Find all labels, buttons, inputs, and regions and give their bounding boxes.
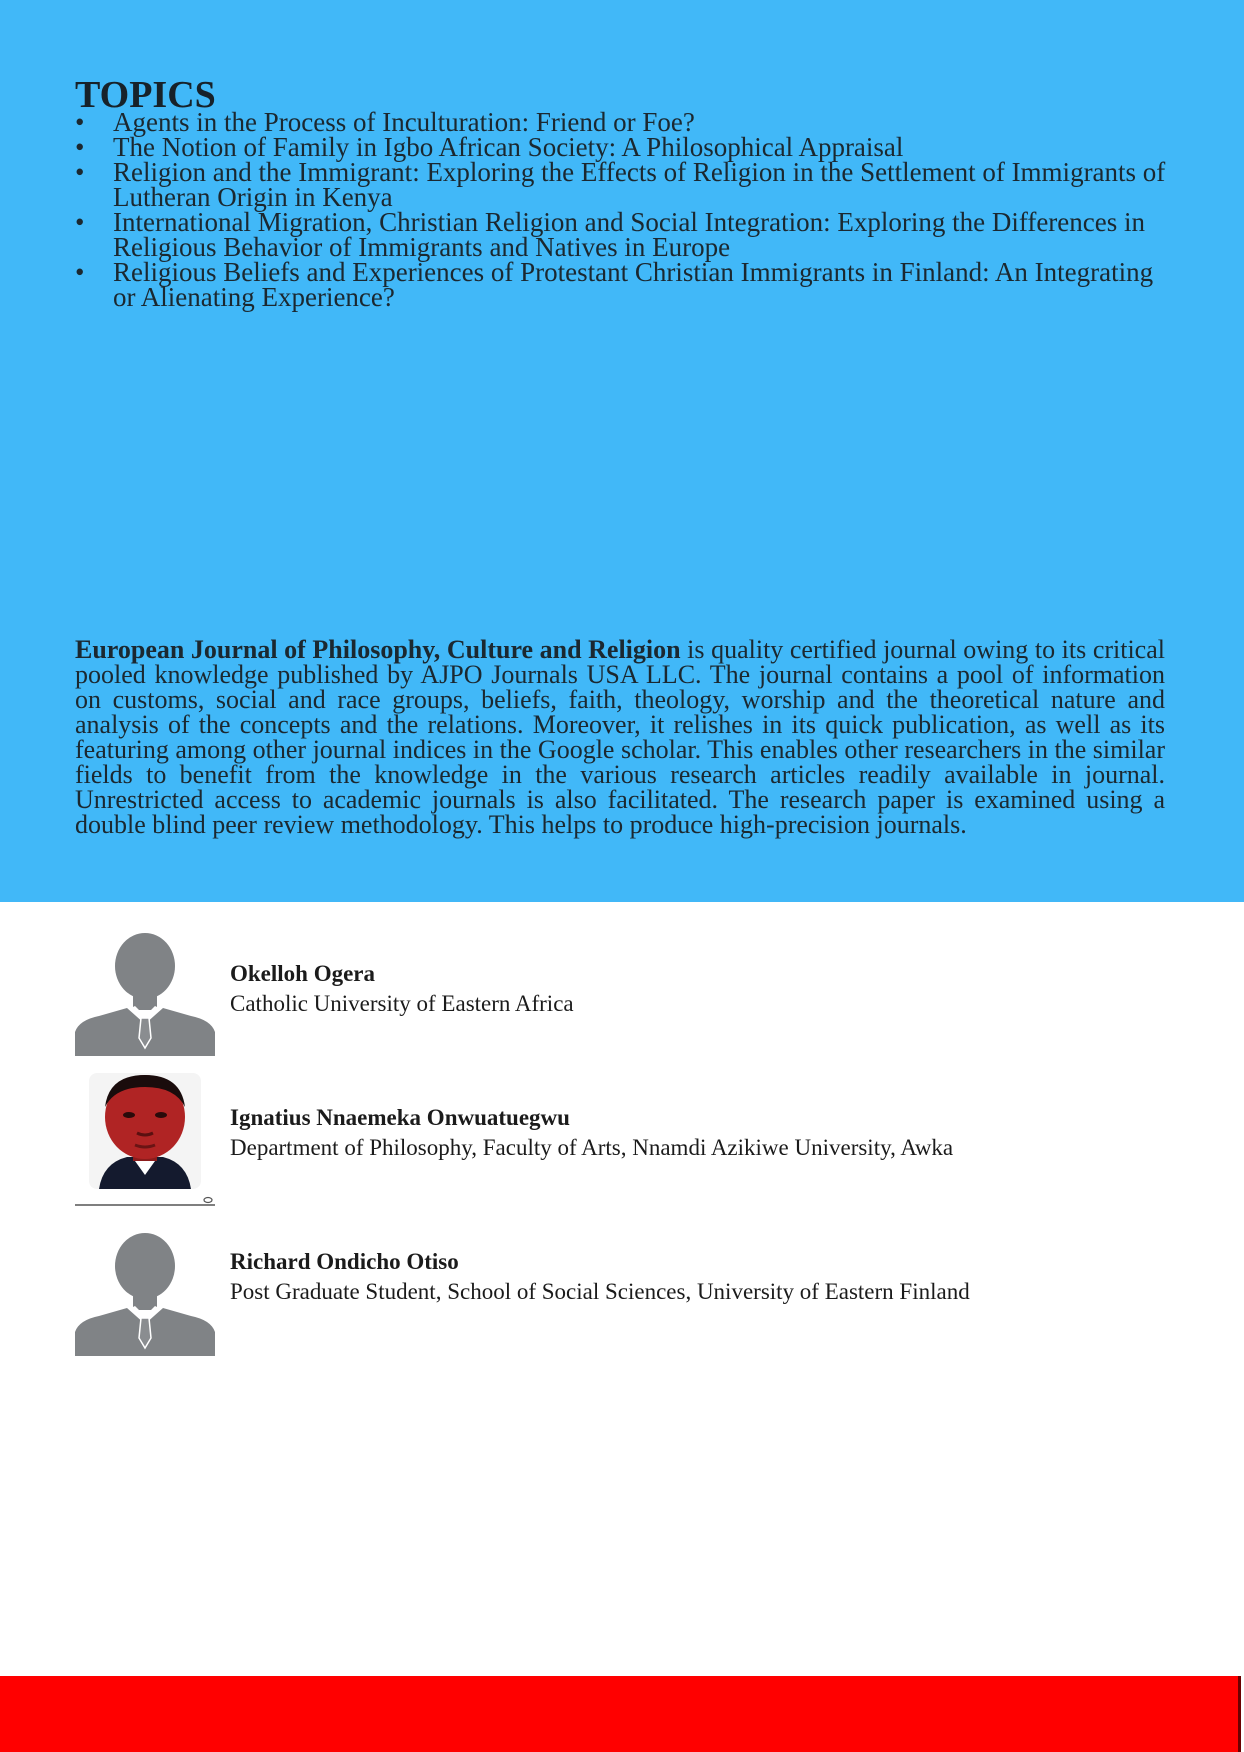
footer-band-edge — [1238, 1676, 1241, 1752]
topic-item: • International Migration, Christian Religion and Social Integration: Exploring the Differences in Religious Behavior of Immigrants and Natives in Europe — [75, 210, 1175, 260]
author-name: Okelloh Ogera — [230, 961, 376, 986]
author-affiliation: Post Graduate Student, School of Social Sciences, University of Eastern Finland — [230, 1279, 970, 1304]
journal-description-text: is quality certified journal owing to its critical pooled knowledge published by AJPO Journals USA LLC. The journal contains a pool of information on customs, social and race groups, beliefs, faith, theology, worship and the theoretical nature and analysis of the concepts and the relations. Moreover, it relishes in its quick publication, as well as its featuring among other journal indices in the Google scholar. This enables other researchers in the similar fields to benefit from the knowledge in the various research articles readily available in journal. Unrestricted access to academic journals is also facilitated. The research paper is examined using a double blind peer review methodology. This helps to produce high-precision journals. — [75, 635, 1165, 839]
journal-name: European Journal of Philosophy, Culture and Religion — [75, 635, 681, 664]
topic-item: • Religion and the Immigrant: Exploring the Effects of Religion in the Settlement of Immigrants of Lutheran Origin in Kenya — [75, 160, 1175, 210]
topics-list — [75, 107, 1175, 312]
author-name: Richard Ondicho Otiso — [230, 1249, 459, 1274]
author-card — [75, 1071, 1175, 1195]
author-affiliation: Department of Philosophy, Faculty of Arts, Nnamdi Azikiwe University, Awka — [230, 1135, 954, 1160]
author-name: Ignatius Nnaemeka Onwuatuegwu — [230, 1105, 570, 1130]
topic-item: • The Notion of Family in Igbo African Society: A Philosophical Appraisal — [75, 135, 1175, 160]
topic-item: • Religious Beliefs and Experiences of Protestant Christian Immigrants in Finland: An Integrating or Alienating Experience? — [75, 260, 1175, 310]
author-card — [75, 1232, 1175, 1356]
placeholder-silhouette-icon — [75, 1232, 215, 1356]
topics-heading: TOPICS — [75, 74, 216, 116]
portrait-photo — [75, 1071, 215, 1207]
topic-item: • Agents in the Process of Inculturation: Friend or Foe? — [75, 110, 1175, 135]
footer-band — [0, 1676, 1240, 1752]
placeholder-silhouette-icon — [75, 932, 215, 1056]
journal-description — [75, 637, 1165, 837]
author-card — [75, 932, 1175, 1056]
author-affiliation: Catholic University of Eastern Africa — [230, 991, 574, 1016]
